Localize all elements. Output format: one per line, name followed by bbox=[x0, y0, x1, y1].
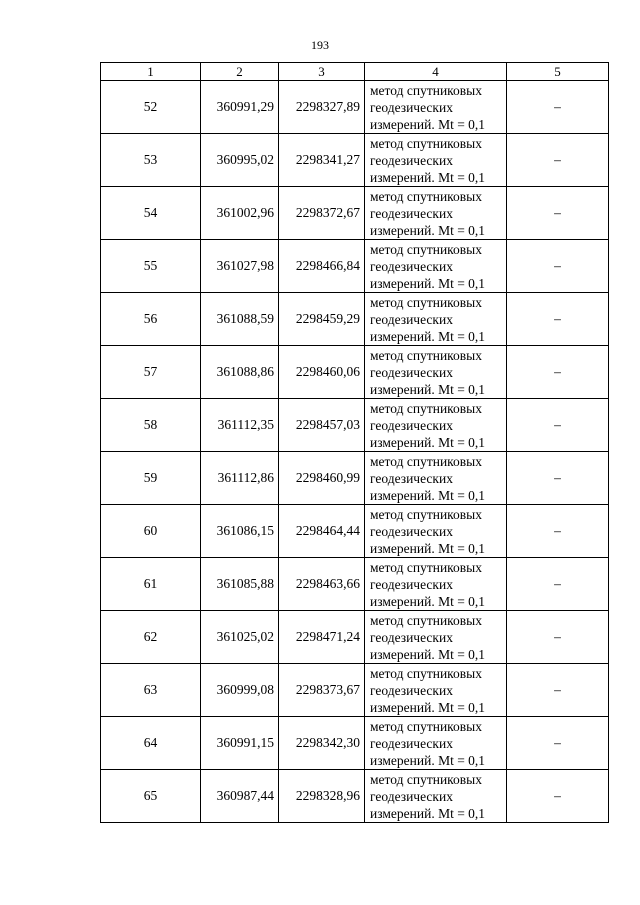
method-line: измерений. Mt = 0,1 bbox=[370, 275, 486, 291]
note-cell: – bbox=[507, 770, 609, 823]
method-line: метод спутниковых bbox=[370, 771, 482, 787]
method-cell bbox=[365, 346, 507, 399]
table-row bbox=[101, 505, 609, 558]
method-line: метод спутниковых bbox=[370, 506, 482, 522]
method-line: геодезических bbox=[370, 470, 453, 486]
method-cell bbox=[365, 664, 507, 717]
table-header-row bbox=[101, 63, 609, 81]
y-coordinate-cell: 2298460,99 bbox=[279, 452, 365, 505]
y-coordinate-cell: 2298460,06 bbox=[279, 346, 365, 399]
note-cell: – bbox=[507, 399, 609, 452]
method-line: измерений. Mt = 0,1 bbox=[370, 169, 486, 185]
point-number-cell: 65 bbox=[101, 770, 201, 823]
table-row bbox=[101, 240, 609, 293]
method-line: геодезических bbox=[370, 99, 453, 115]
method-line: метод спутниковых bbox=[370, 453, 482, 469]
method-line: измерений. Mt = 0,1 bbox=[370, 805, 486, 821]
x-coordinate-cell: 360991,15 bbox=[201, 717, 279, 770]
y-coordinate-cell: 2298373,67 bbox=[279, 664, 365, 717]
table-row bbox=[101, 187, 609, 240]
x-coordinate-cell: 360991,29 bbox=[201, 81, 279, 134]
method-line: измерений. Mt = 0,1 bbox=[370, 328, 486, 344]
method-line: метод спутниковых bbox=[370, 718, 482, 734]
x-coordinate-cell: 360987,44 bbox=[201, 770, 279, 823]
y-coordinate-cell: 2298341,27 bbox=[279, 134, 365, 187]
note-cell: – bbox=[507, 664, 609, 717]
method-line: геодезических bbox=[370, 788, 453, 804]
point-number-cell: 60 bbox=[101, 505, 201, 558]
x-coordinate-cell: 361085,88 bbox=[201, 558, 279, 611]
method-cell bbox=[365, 452, 507, 505]
point-number-cell: 53 bbox=[101, 134, 201, 187]
note-cell: – bbox=[507, 717, 609, 770]
note-cell: – bbox=[507, 134, 609, 187]
table-row bbox=[101, 770, 609, 823]
method-cell bbox=[365, 611, 507, 664]
method-cell bbox=[365, 134, 507, 187]
method-cell bbox=[365, 717, 507, 770]
method-line: измерений. Mt = 0,1 bbox=[370, 116, 486, 132]
method-line: метод спутниковых bbox=[370, 135, 482, 151]
header-col-5: 5 bbox=[507, 63, 609, 81]
header-col-3: 3 bbox=[279, 63, 365, 81]
y-coordinate-cell: 2298471,24 bbox=[279, 611, 365, 664]
header-col-2: 2 bbox=[201, 63, 279, 81]
y-coordinate-cell: 2298466,84 bbox=[279, 240, 365, 293]
point-number-cell: 64 bbox=[101, 717, 201, 770]
y-coordinate-cell: 2298327,89 bbox=[279, 81, 365, 134]
y-coordinate-cell: 2298463,66 bbox=[279, 558, 365, 611]
method-line: метод спутниковых bbox=[370, 400, 482, 416]
table-row bbox=[101, 611, 609, 664]
method-line: измерений. Mt = 0,1 bbox=[370, 593, 486, 609]
method-line: метод спутниковых bbox=[370, 559, 482, 575]
table-row bbox=[101, 558, 609, 611]
note-cell: – bbox=[507, 81, 609, 134]
y-coordinate-cell: 2298459,29 bbox=[279, 293, 365, 346]
y-coordinate-cell: 2298464,44 bbox=[279, 505, 365, 558]
method-cell bbox=[365, 399, 507, 452]
x-coordinate-cell: 360999,08 bbox=[201, 664, 279, 717]
point-number-cell: 62 bbox=[101, 611, 201, 664]
x-coordinate-cell: 361088,86 bbox=[201, 346, 279, 399]
y-coordinate-cell: 2298342,30 bbox=[279, 717, 365, 770]
method-line: метод спутниковых bbox=[370, 188, 482, 204]
method-cell bbox=[365, 240, 507, 293]
x-coordinate-cell: 361025,02 bbox=[201, 611, 279, 664]
point-number-cell: 52 bbox=[101, 81, 201, 134]
table-row bbox=[101, 134, 609, 187]
method-line: измерений. Mt = 0,1 bbox=[370, 381, 486, 397]
method-line: геодезических bbox=[370, 258, 453, 274]
method-line: измерений. Mt = 0,1 bbox=[370, 699, 486, 715]
x-coordinate-cell: 361088,59 bbox=[201, 293, 279, 346]
method-line: измерений. Mt = 0,1 bbox=[370, 487, 486, 503]
method-line: измерений. Mt = 0,1 bbox=[370, 222, 486, 238]
note-cell: – bbox=[507, 611, 609, 664]
point-number-cell: 57 bbox=[101, 346, 201, 399]
method-line: геодезических bbox=[370, 629, 453, 645]
note-cell: – bbox=[507, 187, 609, 240]
note-cell: – bbox=[507, 558, 609, 611]
method-line: геодезических bbox=[370, 152, 453, 168]
point-number-cell: 63 bbox=[101, 664, 201, 717]
note-cell: – bbox=[507, 346, 609, 399]
note-cell: – bbox=[507, 452, 609, 505]
y-coordinate-cell: 2298328,96 bbox=[279, 770, 365, 823]
y-coordinate-cell: 2298372,67 bbox=[279, 187, 365, 240]
note-cell: – bbox=[507, 505, 609, 558]
header-col-4: 4 bbox=[365, 63, 507, 81]
method-line: метод спутниковых bbox=[370, 82, 482, 98]
y-coordinate-cell: 2298457,03 bbox=[279, 399, 365, 452]
table-row bbox=[101, 346, 609, 399]
page-number: 193 bbox=[311, 38, 329, 52]
method-cell bbox=[365, 81, 507, 134]
method-line: геодезических bbox=[370, 576, 453, 592]
method-line: геодезических bbox=[370, 523, 453, 539]
table-row bbox=[101, 293, 609, 346]
method-line: геодезических bbox=[370, 205, 453, 221]
method-cell bbox=[365, 187, 507, 240]
coordinates-table bbox=[100, 62, 609, 823]
point-number-cell: 55 bbox=[101, 240, 201, 293]
method-line: измерений. Mt = 0,1 bbox=[370, 540, 486, 556]
point-number-cell: 56 bbox=[101, 293, 201, 346]
point-number-cell: 58 bbox=[101, 399, 201, 452]
x-coordinate-cell: 361086,15 bbox=[201, 505, 279, 558]
note-cell: – bbox=[507, 240, 609, 293]
method-line: геодезических bbox=[370, 417, 453, 433]
method-line: метод спутниковых bbox=[370, 665, 482, 681]
method-line: метод спутниковых bbox=[370, 294, 482, 310]
method-line: геодезических bbox=[370, 364, 453, 380]
x-coordinate-cell: 361027,98 bbox=[201, 240, 279, 293]
x-coordinate-cell: 361112,86 bbox=[201, 452, 279, 505]
method-line: измерений. Mt = 0,1 bbox=[370, 752, 486, 768]
method-line: метод спутниковых bbox=[370, 612, 482, 628]
note-cell: – bbox=[507, 293, 609, 346]
method-line: геодезических bbox=[370, 735, 453, 751]
method-line: геодезических bbox=[370, 311, 453, 327]
x-coordinate-cell: 361112,35 bbox=[201, 399, 279, 452]
method-cell bbox=[365, 293, 507, 346]
method-line: метод спутниковых bbox=[370, 347, 482, 363]
method-line: метод спутниковых bbox=[370, 241, 482, 257]
method-cell bbox=[365, 770, 507, 823]
header-col-1: 1 bbox=[101, 63, 201, 81]
x-coordinate-cell: 360995,02 bbox=[201, 134, 279, 187]
method-line: геодезических bbox=[370, 682, 453, 698]
table-row bbox=[101, 664, 609, 717]
point-number-cell: 61 bbox=[101, 558, 201, 611]
method-line: измерений. Mt = 0,1 bbox=[370, 646, 486, 662]
point-number-cell: 59 bbox=[101, 452, 201, 505]
table-row bbox=[101, 452, 609, 505]
x-coordinate-cell: 361002,96 bbox=[201, 187, 279, 240]
table-row bbox=[101, 399, 609, 452]
method-cell bbox=[365, 558, 507, 611]
method-cell bbox=[365, 505, 507, 558]
table-row bbox=[101, 717, 609, 770]
table-row bbox=[101, 81, 609, 134]
method-line: измерений. Mt = 0,1 bbox=[370, 434, 486, 450]
point-number-cell: 54 bbox=[101, 187, 201, 240]
table-body bbox=[101, 81, 609, 823]
